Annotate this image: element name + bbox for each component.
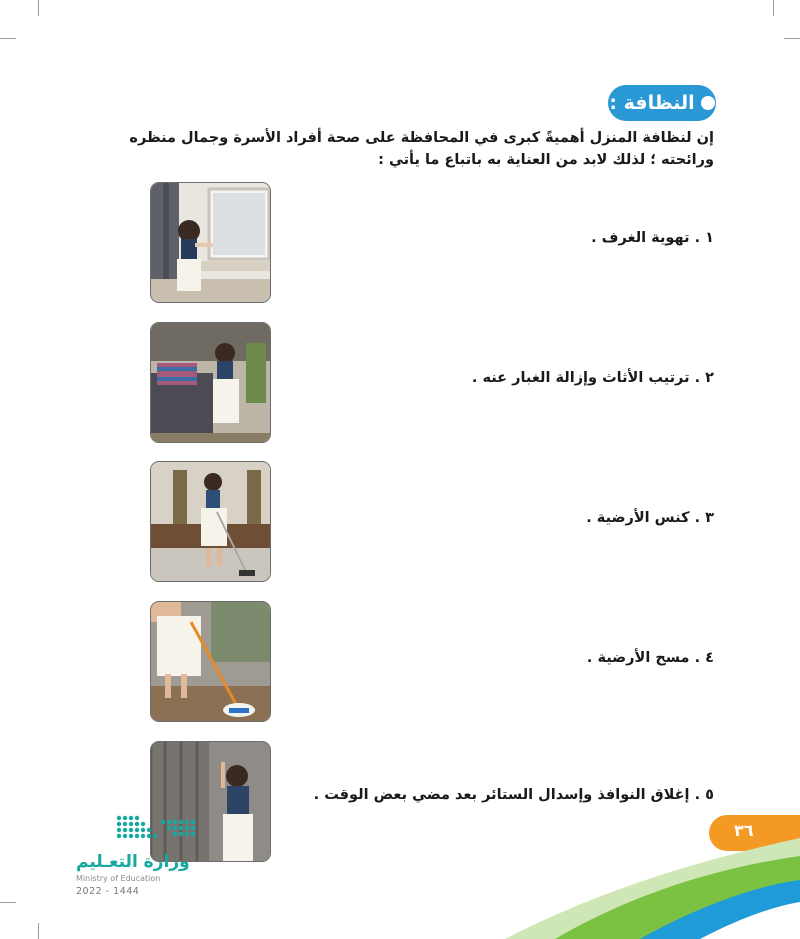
ministry-name-arabic: وزارة التعـليم — [76, 852, 190, 872]
list-item: ١ . تهوية الغرف . — [591, 230, 714, 246]
list-item: ٥ . إغلاق النوافذ وإسدال الستائر بعد مضي بعض الوقت . — [313, 787, 714, 803]
list-item: ٢ . ترتيب الأثاث وإزالة الغبار عنه . — [471, 370, 714, 386]
academic-years: 2022 - 1444 — [76, 886, 140, 897]
intro-paragraph: إن لنظافة المنزل أهميةً كبرى في المحافظة على صحة أفراد الأسرة وجمال منظره ورائحته ؛ لذلك لابد من العناية به باتباع ما يأتي : — [129, 130, 714, 168]
ministry-logo-icon — [115, 812, 199, 852]
section-title: النظافة : — [609, 92, 695, 114]
list-item: ٤ . مسح الأرضية . — [586, 650, 714, 666]
ministry-name-english: Ministry of Education — [76, 874, 161, 883]
list-item: ٣ . كنس الأرضية . — [586, 510, 714, 526]
page-number: ٣٦ — [734, 821, 754, 840]
